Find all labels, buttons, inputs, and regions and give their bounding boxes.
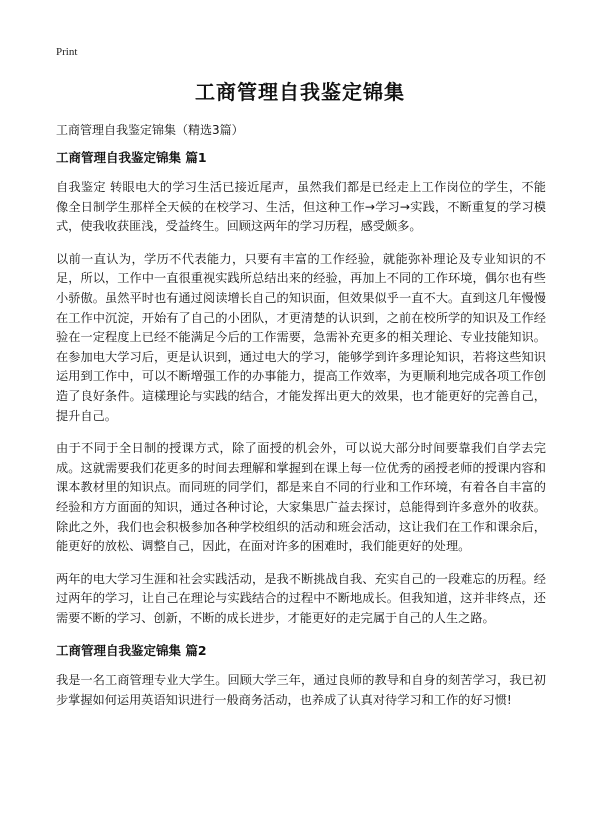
paragraph: 自我鉴定 转眼电大的学习生活已接近尾声，虽然我们都是已经走上工作岗位的学生，不能像全日制学生那样全天候的在校学习、生活，但这种工作→学习→实践，不断重复的学习模式，使我收获匪浅，受益终生。回顾这两年的学习历程，感受颇多。 — [56, 180, 546, 234]
document-body — [56, 148, 546, 724]
page-title: 工商管理自我鉴定锦集 — [195, 80, 405, 104]
section-heading: 工商管理自我鉴定锦集 篇1 — [56, 150, 207, 165]
paragraph: 我是一名工商管理专业大学生。回顾大学三年，通过良师的教导和自身的刻苦学习，我已初步掌握如何运用英语知识进行一般商务活动，也养成了认真对待学习和工作的好习惯! — [56, 673, 546, 708]
print-label: Print — [56, 46, 78, 58]
paragraph: 两年的电大学习生涯和社会实践活动，是我不断挑战自我、充实自己的一段难忘的历程。经过两年的学习，让自己在理论与实践结合的过程中不断地成长。但我知道，这并非终点，还需要不断的学习、创新，不断的成长进步，才能更好的走完属于自己的人生之路。 — [56, 571, 546, 625]
paragraph: 由于不同于全日制的授课方式，除了面授的机会外，可以说大部分时间要靠我们自学去完成。这就需要我们花更多的时间去理解和掌握到在课上每一位优秀的函授老师的授课内容和课本教材里的知识点。而同班的同学们，都是来自不同的行业和工作环境，有着各自丰富的经验和方方面面的知识，通过各种讨论，大家集思广益去探讨，总能得到许多意外的收获。除此之外，我们也会积极参加各种学校组织的活动和班会活动，这让我们在工作和课余后，能更好的放松、调整自己，因此，在面对许多的困难时，我们能更好的处理。 — [56, 441, 546, 554]
page-subtitle: 工商管理自我鉴定锦集（精选3篇） — [56, 123, 244, 137]
section-heading: 工商管理自我鉴定锦集 篇2 — [56, 643, 207, 659]
paragraph: 以前一直认为，学历不代表能力，只要有丰富的工作经验，就能弥补理论及专业知识的不足，所以，工作中一直很重视实践所总结出来的经验，再加上不同的工作环境，偶尔也有些小骄傲。虽然平时也有通过阅读增长自己的知识面，但效果似乎一直不大。直到这几年慢慢在工作中沉淀，开始有了自己的小团队，才更清楚的认识到，之前在校所学的知识及工作经验在一定程度上已经不能满足今后的工作需要，急需补充更多的相关理论、专业技能知识。在参加电大学习后，更是认识到，通过电大的学习，能够学到许多理论知识，若将这些知识运用到工作中，可以不断增强工作的办事能力，提高工作效率，为更顺利地完成各项工作创造了良好条件。這樣理论与实践的结合，才能发挥出更大的效果，也才能更好的完善自己，提升自己。 — [56, 251, 546, 423]
